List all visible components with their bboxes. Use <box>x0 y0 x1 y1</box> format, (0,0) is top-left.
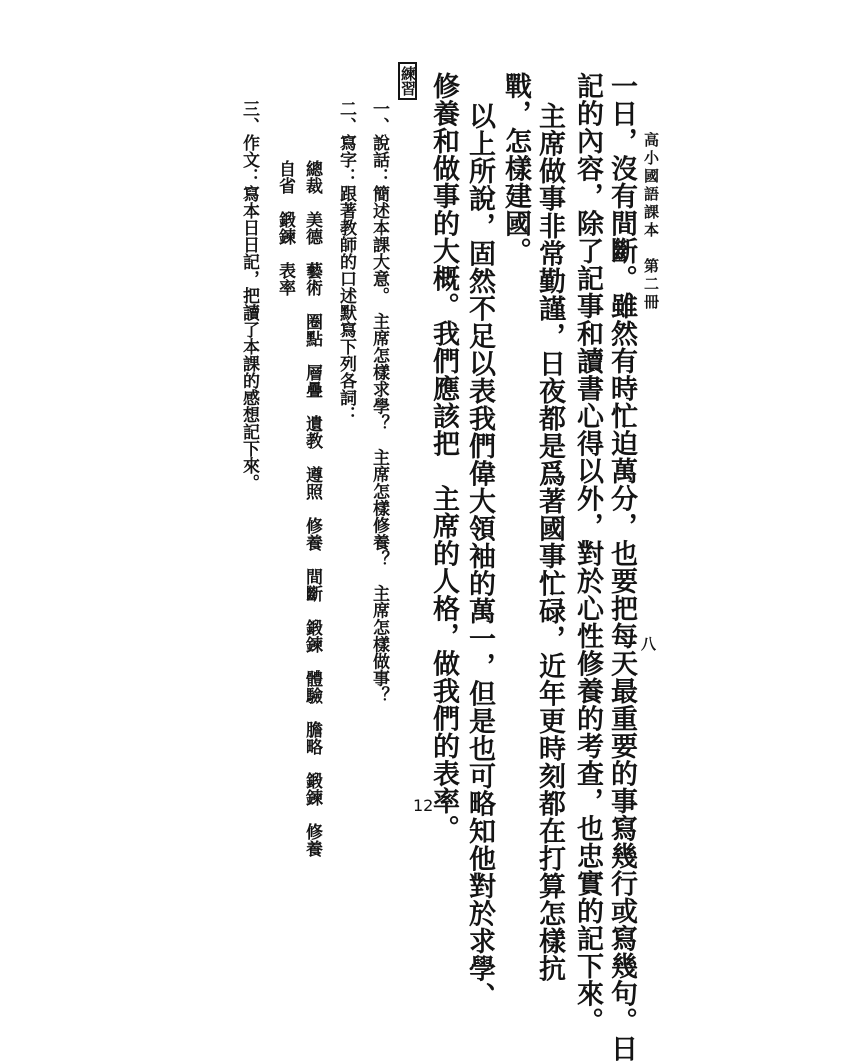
exercise-2-vocabulary-row-2: 自省 鍛鍊 表率 <box>275 160 295 296</box>
body-column-3: 主席做事非常勤謹，日夜都是爲著國事忙碌，近年更時刻都在打算怎樣抗 <box>534 102 565 982</box>
exercise-label: 練習 <box>398 62 417 100</box>
exercise-1-speaking: 一、說話：簡述本課大意。 主席怎樣求學？ 主席怎樣修養？ 主席怎樣做事？ <box>369 100 389 704</box>
side-mark: 八 <box>639 636 657 654</box>
body-column-1: 一日，沒有間斷。雖然有時忙迫萬分，也要把每天最重要的事寫幾行或寫幾句。日 <box>606 72 637 1062</box>
page-number: 12 <box>413 796 434 815</box>
exercise-3-composition: 三、作文：寫本日日記，把讀了本課的感想記下來。 <box>239 100 259 491</box>
body-column-6: 修養和做事的大概。我們應該把 主席的人格，做我們的表率。 <box>428 72 459 842</box>
running-header: 高小國語課本 第二冊 <box>642 132 660 312</box>
body-column-5: 以上所說，固然不足以表我們偉大領袖的萬一，但是也可略知他對於求學、 <box>464 102 495 1010</box>
body-column-4: 戰，怎樣建國。 <box>500 72 531 265</box>
exercise-2-writing: 二、寫字：跟著教師的口述默寫下列各詞： <box>336 100 356 423</box>
exercise-2-vocabulary-row-1: 總裁 美德 藝術 圈點 層疊 遺教 遵照 修養 間斷 鍛鍊 體驗 膽略 鍛鍊 修養 <box>302 160 322 857</box>
body-column-2: 記的內容，除了記事和讀書心得以外，對於心性修養的考查，也忠實的記下來。 <box>572 72 603 1035</box>
